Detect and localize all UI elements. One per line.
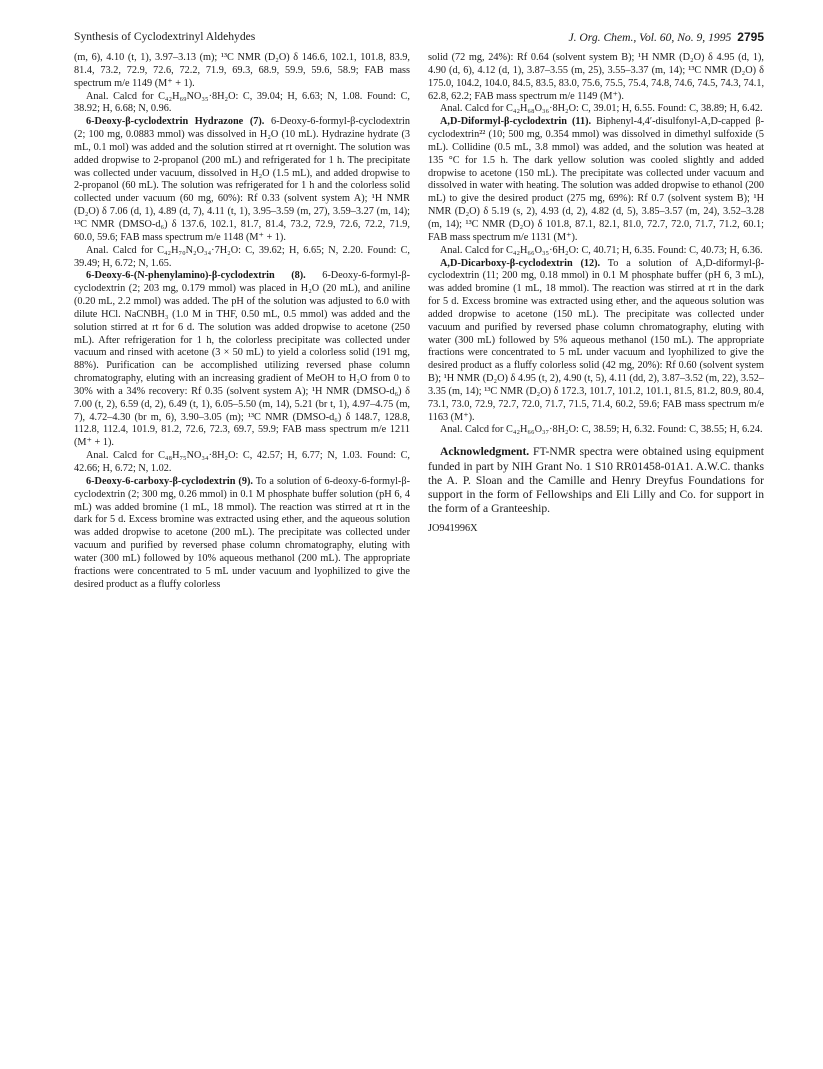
manuscript-code: JO941996X bbox=[428, 523, 478, 535]
paragraph bbox=[74, 245, 410, 271]
paragraph bbox=[74, 476, 410, 592]
paragraph bbox=[428, 116, 764, 244]
acknowledgment-text: FT-NMR spectra were obtained using equipment funded in part by NIH Grant No. 1 S10 RR01458-01A1. A.W.C. thanks the A. P. Sloan and the Camille and Henry Dreyfus Foundations for support in the form of Fellowships and Eli Lilly and Co. for support in the form of a Granteeship. bbox=[428, 445, 764, 516]
paragraph-text: Anal. Calcd for C₄₈H₇₅NO₃₄·8H₂O: C, 42.57; H, 6.77; N, 1.03. Found: C, 42.66; H, 6.72; N, 1.02. bbox=[74, 450, 410, 474]
paragraph-text: Anal. Calcd for C₄₂H₆₆O₃₇·8H₂O: C, 38.59; H, 6.32. Found: C, 38.55; H, 6.24. bbox=[440, 424, 763, 436]
paragraph-text: Anal. Calcd for C₄₂H₆₆O₃₅·6H₂O: C, 40.71; H, 6.35. Found: C, 40.73; H, 6.36. bbox=[440, 244, 763, 256]
paragraph bbox=[74, 52, 410, 91]
paragraph bbox=[74, 270, 410, 450]
paragraph bbox=[428, 424, 764, 437]
paragraph bbox=[74, 91, 410, 117]
paragraph bbox=[428, 258, 764, 425]
journal-citation bbox=[568, 30, 764, 44]
acknowledgment bbox=[428, 445, 764, 516]
paragraph-text: solid (72 mg, 24%): Rf 0.64 (solvent system B); ¹H NMR (D₂O) δ 4.95 (d, 1), 4.90 (d, 6), 4.12 (d, 1), 3.87–3.55 (m, 25), 3.55–3.37 (m, 14); ¹³C NMR (D₂O) δ 175.0, 104.2, 104.0, 84.5, 83.5, 83.0, 75.6, 75.5, 75.4, 74.8, 74.6, 74.5, 74.3, 74.1, 62.8, 62.2; FAB mass spectrum m/e 1149 (M⁺). bbox=[428, 52, 764, 102]
running-head bbox=[74, 30, 764, 46]
paragraph-text: To a solution of 6-deoxy-6-formyl-β-cyclodextrin (2; 300 mg, 0.26 mmol) in 0.1 M phosphate buffer solution (pH 6, 4 mL) was added bromine (1 mL, 18 mmol). The reaction was stirred at rt in the dark for 5 d. Excess bromine was extracted using ether, and the aqueous solution was added dropwise to acetone (200 mL). The precipitate was collected under vacuum and purified by reversed phase column chromatography, eluting with water (300 mL) followed by 10% aqueous methanol (200 mL). The appropriate fractions were concentrated to 5 mL under vacuum and lyophilized to give the desired product as a fluffy colorless bbox=[74, 475, 410, 590]
compound-heading: A,D-Dicarboxy-β-cyclodextrin (12). bbox=[440, 257, 601, 269]
paragraph bbox=[428, 52, 764, 103]
left-column bbox=[74, 52, 410, 591]
paragraph-text: Anal. Calcd for C₄₂H₆₉NO₃₅·8H₂O: C, 39.04; H, 6.63; N, 1.08. Found: C, 38.92; H, 6.68; N, 0.96. bbox=[74, 90, 410, 115]
right-column bbox=[428, 52, 764, 536]
running-title: Synthesis of Cyclodextrinyl Aldehydes bbox=[74, 30, 256, 43]
paragraph-text: Anal. Calcd for C₄₂H₆₈O₃₆·8H₂O: C, 39.01; H, 6.55. Found: C, 38.89; H, 6.42. bbox=[440, 103, 763, 115]
acknowledgment-heading: Acknowledgment. bbox=[440, 445, 530, 459]
compound-heading: 6-Deoxy-β-cyclodextrin Hydrazone (7). bbox=[86, 116, 265, 128]
paragraph-text: Anal. Calcd for C₄₂H₇₀N₂O₃₄·7H₂O: C, 39.62; H, 6.65; N, 2.20. Found: C, 39.49; H, 6.72; N, 1.65. bbox=[74, 244, 410, 269]
compound-heading: A,D-Diformyl-β-cyclodextrin (11). bbox=[440, 116, 592, 128]
paragraph bbox=[428, 245, 764, 258]
page-number: 2795 bbox=[737, 30, 764, 44]
journal-name: J. Org. Chem., Vol. 60, No. 9, 1995 bbox=[568, 31, 732, 44]
compound-heading: 6-Deoxy-6-(N-phenylamino)-β-cyclodextrin (8). bbox=[86, 270, 306, 282]
paragraph bbox=[428, 103, 764, 116]
paragraph bbox=[74, 116, 410, 244]
compound-heading: 6-Deoxy-6-carboxy-β-cyclodextrin (9). bbox=[86, 475, 253, 487]
paragraph bbox=[74, 450, 410, 476]
paragraph-text: 6-Deoxy-6-formyl-β-cyclodextrin (2; 100 mg, 0.0883 mmol) was dissolved in H₂O (10 mL). Hydrazine hydrate (3 mL, 0.1 mol) was added and the solution stirred at rt overnight. The solution was added dropwise to 2-propanol (200 mL) and refrigerated for 1 h. The precipitate was collected under vacuum, dissolved in H₂O (1.5 mL), and added dropwise to 2-propanol (60 mL). The solution was refrigerated for 1 h and the colorless solid collected under vacuum (60 mg, 60%): Rf 0.33 (solvent system A); ¹H NMR (D₂O) δ 7.06 (d, 1), 4.89 (d, 7), 4.11 (t, 1), 3.95–3.59 (m, 27), 3.59–3.27 (m, 14); ¹³C NMR (DMSO-d₆) δ 137.6, 102.1, 81.7, 81.4, 73.2, 72.9, 72.6, 72.2, 71.9, 60.0, 59.6; FAB mass spectrum m/e 1148 (M⁺ + 1). bbox=[74, 116, 410, 243]
paragraph-text: Biphenyl-4,4′-disulfonyl-A,D-capped β-cyclodextrin²² (10; 500 mg, 0.354 mmol) was dissolved in dimethyl sulfoxide (5 mL). Collidine (0.5 mL, 3.8 mmol) was added, and the solution was heated at 135 °C for 1.5 h. The dark yellow solution was cooled slightly and added dropwise to acetone (150 mL). The precipitate was collected under vacuum and dissolved in water with heating. The solution was added dropwise to ethanol (200 mL) to give the desired product (275 mg, 69%): Rf 0.7 (solvent system B); ¹H NMR (D₂O) δ 5.19 (s, 2), 4.93 (d, 2), 4.82 (d, 5), 3.85–3.57 (m, 24), 3.52–3.28 (m, 14); ¹³C NMR (D₂O) δ 101.8, 87.1, 82.1, 81.0, 72.7, 72.0, 71.7, 71.2, 60.1; FAB mass spectrum m/e 1131 (M⁺). bbox=[428, 116, 764, 243]
paragraph-text: (m, 6), 4.10 (t, 1), 3.97–3.13 (m); ¹³C NMR (D₂O) δ 146.6, 102.1, 101.8, 83.9, 81.4, 73.2, 72.9, 72.6, 72.2, 71.9, 69.3, 68.9, 59.9, 59.6, 58.9; FAB mass spectrum m/e 1149 (M⁺ + 1). bbox=[74, 52, 410, 89]
paragraph-text: 6-Deoxy-6-formyl-β-cyclodextrin (2; 203 mg, 0.179 mmol) was placed in H₂O (20 mL), and aniline (0.20 mL, 2.2 mmol) was added. The pH of the solution was adjusted to 6.0 with dilute HCl. NaCNBH₃ (1.0 M in THF, 0.50 mL, 0.5 mmol) was added and the solution stirred at rt for 6 d. The solution was added dropwise to acetone (250 mL). After refrigeration for 1 h, the colorless precipitate was collected under vacuum and rinsed with acetone (3 × 50 mL) to yield a colorless solid (191 mg, 88%). Purification can be accomplished utilizing reversed phase column chromatography, eluting with an increasing gradient of MeOH to H₂O from 0 to 30% with a 34% recovery: Rf 0.35 (solvent system A); ¹H NMR (DMSO-d₆) δ 7.00 (t, 2), 6.59 (d, 2), 6.49 (t, 1), 6.05–5.50 (m, 14), 5.21 (br t, 1), 4.97–4.75 (m, 7), 4.72–4.30 (br m, 6), 3.90–3.05 (m); ¹³C NMR (DMSO-d₆) δ 148.7, 128.8, 112.8, 112.4, 101.9, 81.2, 72.6, 72.3, 69.7, 59.9; FAB mass spectrum m/e 1211 (M⁺ + 1). bbox=[74, 270, 411, 449]
paragraph-text: To a solution of A,D-diformyl-β-cyclodextrin (11; 200 mg, 0.18 mmol) in 0.1 M phosphate buffer (pH 6, 3 mL), was added bromine (1 mL, 18 mmol). The reaction was stirred at rt in the dark for 5 d. Excess bromine was extracted using ether, and the aqueous solution was added dropwise to acetone (150 mL). The precipitate was collected under vacuum and purified by reversed phase column chromatography, eluting with water (300 mL) followed by 5% aqueous methanol (150 mL). The appropriate fractions were concentrated to 5 mL under vacuum and lyophilized to give the desired product as a fluffy colorless solid (42 mg, 20%): Rf 0.60 (solvent system B); ¹H NMR (D₂O) δ 4.95 (t, 2), 4.90 (t, 5), 4.11 (dd, 2), 3.87–3.52 (m, 22), 3.52–3.35 (m, 14); ¹³C NMR (D₂O) δ 172.3, 101.7, 101.2, 101.1, 81.5, 81.2, 80.9, 80.4, 73.1, 73.0, 72.9, 72.7, 72.0, 71.7, 71.5, 71.4, 60.2, 59.6; FAB mass spectrum m/e 1163 (M⁺). bbox=[428, 257, 764, 423]
